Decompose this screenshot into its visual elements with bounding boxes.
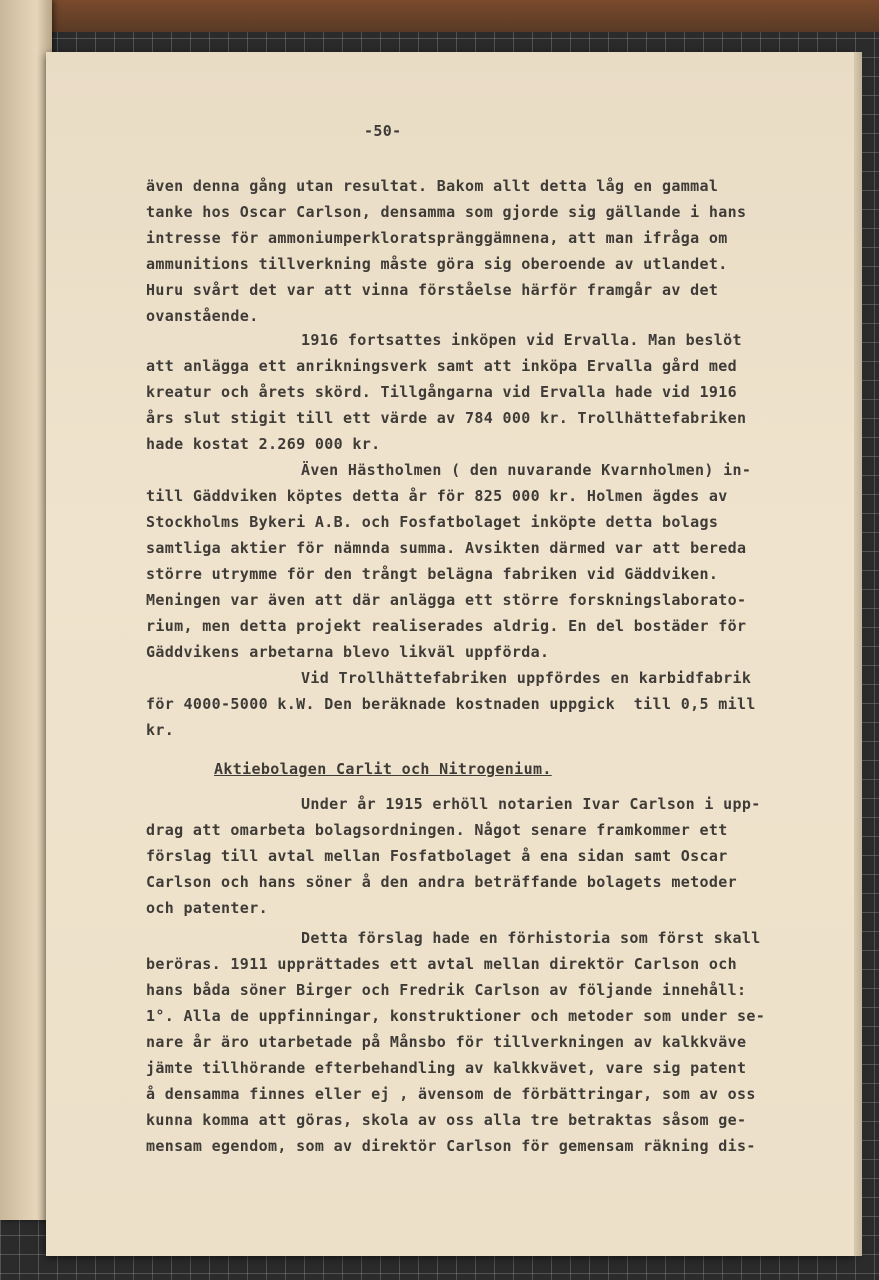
text-line: förslag till avtal mellan Fosfatbolaget å ena sidan samt Oscar (146, 847, 728, 865)
text-line: intresse för ammoniumperkloratspränggämnena, att man ifråga om (146, 229, 728, 247)
text-line: 1°. Alla de uppfinningar, konstruktioner och metoder som under se- (146, 1007, 766, 1025)
text-line: kreatur och årets skörd. Tillgångarna vid Ervalla hade vid 1916 (146, 383, 737, 401)
text-line: Under år 1915 erhöll notarien Ivar Carlson i upp- (301, 795, 761, 813)
text-line: Carlson och hans söner å den andra beträffande bolagets metoder (146, 873, 737, 891)
text-line: Vid Trollhättefabriken uppfördes en karbidfabrik (301, 669, 752, 687)
text-line: hans båda söner Birger och Fredrik Carlson av följande innehåll: (146, 981, 747, 999)
page-number: -50- (364, 122, 402, 140)
text-line: ammunitions tillverkning måste göra sig oberoende av utlandet. (146, 255, 728, 273)
text-line: Även Hästholmen ( den nuvarande Kvarnholmen) in- (301, 461, 752, 479)
previous-page-edge (0, 0, 52, 1220)
text-line: rium, men detta projekt realiserades aldrig. En del bostäder för (146, 617, 747, 635)
text-line: Huru svårt det var att vinna förståelse härför framgår av det (146, 281, 719, 299)
text-line: ovanstående. (146, 307, 259, 325)
text-line: nare år äro utarbetade på Månsbo för tillverkningen av kalkkväve (146, 1033, 747, 1051)
text-line: till Gäddviken köptes detta år för 825 000 kr. Holmen ägdes av (146, 487, 728, 505)
text-line: å densamma finnes eller ej , ävensom de förbättringar, som av oss (146, 1085, 756, 1103)
text-line: kr. (146, 721, 175, 739)
text-line: jämte tillhörande efterbehandling av kalkkvävet, vare sig patent (146, 1059, 747, 1077)
text-line: tanke hos Oscar Carlson, densamma som gjorde sig gällande i hans (146, 203, 747, 221)
text-line: drag att omarbeta bolagsordningen. Något senare framkommer ett (146, 821, 728, 839)
text-line: även denna gång utan resultat. Bakom allt detta låg en gammal (146, 177, 719, 195)
text-line: beröras. 1911 upprättades ett avtal mellan direktör Carlson och (146, 955, 737, 973)
text-line: större utrymme för den trångt belägna fabriken vid Gäddviken. (146, 565, 719, 583)
text-line: 1916 fortsattes inköpen vid Ervalla. Man beslöt (301, 331, 742, 349)
text-line: att anlägga ett anrikningsverk samt att inköpa Ervalla gård med (146, 357, 737, 375)
section-heading: Aktiebolagen Carlit och Nitrogenium. (214, 760, 552, 778)
text-line: Meningen var även att där anlägga ett större forskningslaborato- (146, 591, 747, 609)
text-line: kunna komma att göras, skola av oss alla tre betraktas såsom ge- (146, 1111, 747, 1129)
text-line: samtliga aktier för nämnda summa. Avsikten därmed var att bereda (146, 539, 747, 557)
document-page (46, 52, 854, 1256)
text-line: års slut stigit till ett värde av 784 000 kr. Trollhättefabriken (146, 409, 747, 427)
text-line: och patenter. (146, 899, 268, 917)
text-line: mensam egendom, som av direktör Carlson för gemensam räkning dis- (146, 1137, 756, 1155)
text-line: för 4000-5000 k.W. Den beräknade kostnaden uppgick till 0,5 mill (146, 695, 756, 713)
text-line: Stockholms Bykeri A.B. och Fosfatbolaget inköpte detta bolags (146, 513, 719, 531)
text-line: hade kostat 2.269 000 kr. (146, 435, 381, 453)
typewritten-text (46, 52, 854, 1256)
table-edge (0, 0, 879, 32)
text-line: Gäddvikens arbetarna blevo likväl uppförda. (146, 643, 550, 661)
text-line: Detta förslag hade en förhistoria som först skall (301, 929, 761, 947)
